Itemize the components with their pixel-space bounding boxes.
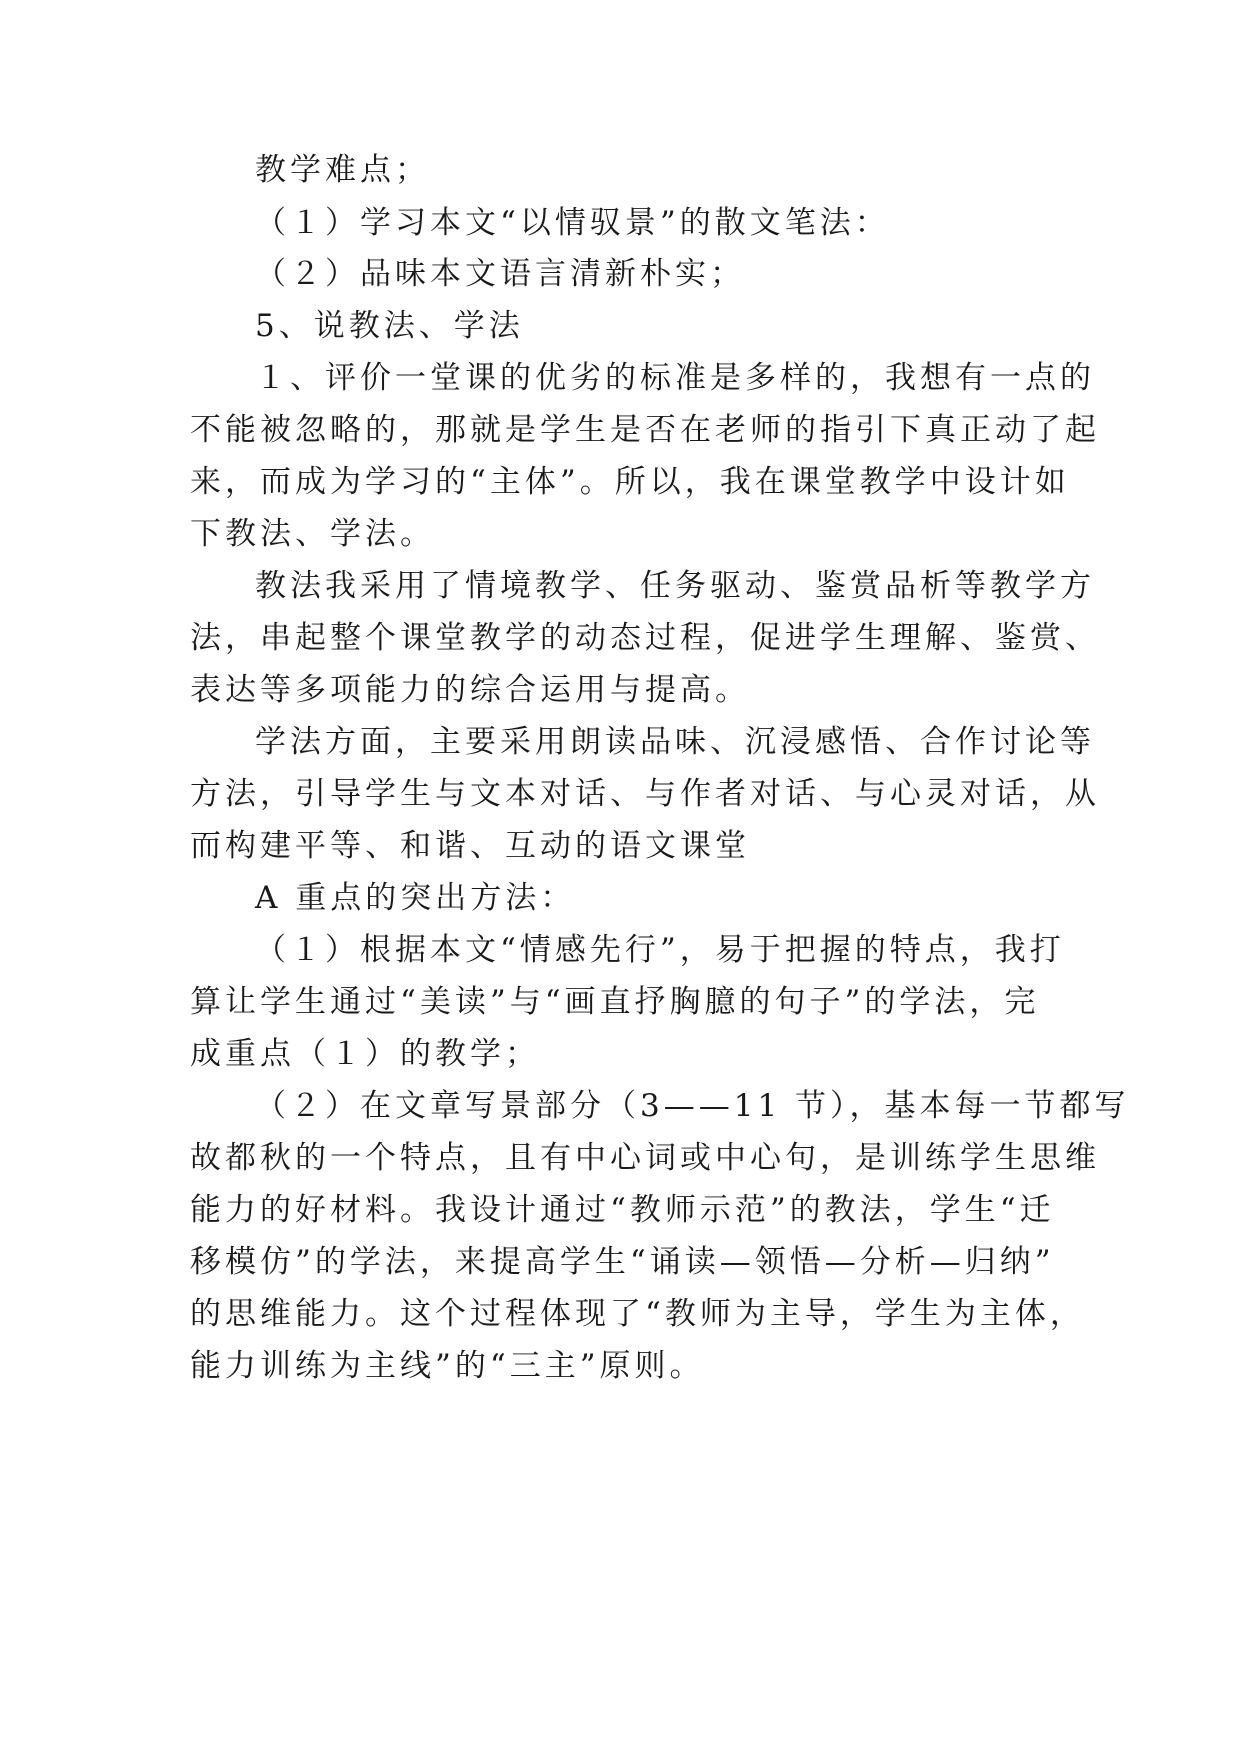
difficulty-item-1: （１）学习本文“以情驭景”的散文笔法： bbox=[255, 205, 890, 241]
paragraph-line: 算让学生通过“美读”与“画直抒胸臆的句子”的学法，完 bbox=[190, 984, 1040, 1020]
paragraph-line: 能力训练为主线”的“三主”原则。 bbox=[190, 1348, 705, 1384]
paragraph-line: 教法我采用了情境教学、任务驱动、鉴赏品析等教学方 bbox=[255, 568, 1095, 604]
paragraph-line: 不能被忽略的，那就是学生是否在老师的指引下真正动了起 bbox=[190, 412, 1100, 448]
paragraph-line: （１）根据本文“情感先行”，易于把握的特点，我打 bbox=[255, 932, 1065, 968]
paragraph-line: 成重点（１）的教学； bbox=[190, 1036, 540, 1072]
difficulty-item-2: （２）品味本文语言清新朴实； bbox=[255, 256, 745, 292]
paragraph-line: 移模仿”的学法，来提高学生“诵读—领悟—分析—归纳” bbox=[190, 1244, 1055, 1280]
paragraph-line: 故都秋的一个特点，且有中心词或中心句，是训练学生思维 bbox=[190, 1140, 1100, 1176]
paragraph-line: 法，串起整个课堂教学的动态过程，促进学生理解、鉴赏、 bbox=[190, 620, 1100, 656]
paragraph-line: 能力的好材料。我设计通过“教师示范”的教法，学生“迁 bbox=[190, 1192, 1055, 1228]
paragraph-line: 的思维能力。这个过程体现了“教师为主导，学生为主体， bbox=[190, 1296, 1085, 1332]
paragraph-line: 表达等多项能力的综合运用与提高。 bbox=[190, 672, 750, 708]
key-point-heading: A 重点的突出方法： bbox=[255, 880, 576, 916]
paragraph-line: 下教法、学法。 bbox=[190, 516, 435, 552]
paragraph-line: 方法，引导学生与文本对话、与作者对话、与心灵对话，从 bbox=[190, 776, 1100, 812]
paragraph-line: １、评价一堂课的优劣的标准是多样的，我想有一点的 bbox=[255, 360, 1095, 396]
paragraph-line: （２）在文章写景部分（3——11 节），基本每一节都写 bbox=[255, 1088, 1130, 1124]
paragraph-line: 来，而成为学习的“主体”。所以，我在课堂教学中设计如 bbox=[190, 464, 1070, 500]
paragraph-line: 学法方面，主要采用朗读品味、沉浸感悟、合作讨论等 bbox=[255, 724, 1095, 760]
paragraph-line: 而构建平等、和谐、互动的语文课堂 bbox=[190, 828, 750, 864]
difficulty-heading: 教学难点； bbox=[255, 152, 430, 188]
section-heading-methods: 5、说教法、学法 bbox=[255, 308, 524, 344]
